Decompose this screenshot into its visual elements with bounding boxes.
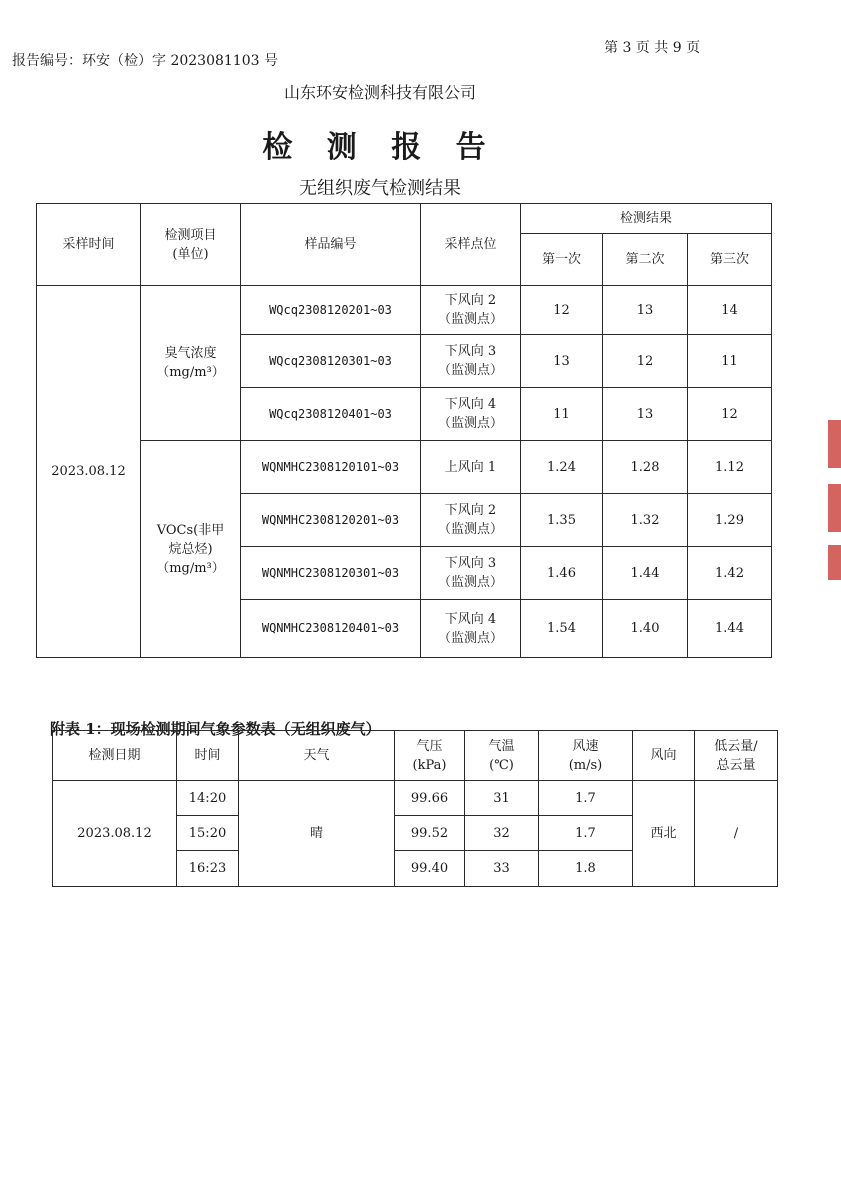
sample-no: WQNMHC2308120101~03 (241, 441, 421, 494)
header-sample-no: 样品编号 (241, 204, 421, 286)
result-first: 1.54 (521, 600, 603, 658)
item-vocs-label-cont: 烷总烃) (168, 541, 213, 557)
point-note: （监测点） (437, 416, 503, 431)
weather-pressure: 99.52 (395, 816, 465, 851)
company-name: 山东环安检测科技有限公司 (283, 83, 476, 102)
header-item (141, 204, 241, 286)
weather-wind-speed: 1.7 (539, 781, 633, 816)
table-header-row (53, 731, 778, 781)
sampling-point (421, 286, 521, 335)
item-vocs-label: VOCs(非甲 (156, 522, 225, 538)
weather-cloud: / (695, 781, 778, 887)
item-vocs-unit: （mg/m³） (156, 560, 225, 576)
header-sampling-time: 采样时间 (37, 204, 141, 286)
header-temp-unit: (℃) (489, 757, 514, 773)
sample-no: WQNMHC2308120401~03 (241, 600, 421, 658)
table-row (37, 441, 772, 494)
result-third: 11 (688, 335, 772, 388)
result-third: 14 (688, 286, 772, 335)
table-subtitle: 无组织废气检测结果 (299, 178, 461, 199)
header-item-label: 检测项目 (164, 227, 217, 243)
header-item-unit: (单位) (172, 246, 209, 262)
point-label: 下风向 2 (444, 503, 497, 518)
point-label: 下风向 4 (444, 611, 497, 627)
point-note: （监测点） (437, 522, 503, 537)
weather-time: 16:23 (177, 851, 239, 887)
weather-time: 14:20 (177, 781, 239, 816)
header-date: 检测日期 (53, 731, 177, 781)
weather-wind-speed: 1.8 (539, 851, 633, 887)
header-temp-label: 气温 (488, 738, 515, 754)
header-wind-speed (539, 731, 633, 781)
result-first: 13 (521, 335, 603, 388)
point-note: （监测点） (437, 312, 503, 327)
sampling-point (421, 547, 521, 600)
appendix-title: 附表 1：现场检测期间气象参数表（无组织废气） (50, 720, 381, 738)
table-header-row (37, 204, 772, 234)
item-odor-unit: （mg/m³） (156, 365, 225, 380)
weather-pressure: 99.66 (395, 781, 465, 816)
weather-pressure: 99.40 (395, 851, 465, 887)
weather-temp: 31 (465, 781, 539, 816)
result-second: 1.44 (603, 547, 688, 600)
point-label: 下风向 3 (444, 344, 497, 359)
point-label: 下风向 4 (444, 397, 497, 412)
result-third: 1.44 (688, 600, 772, 658)
header-pressure (395, 731, 465, 781)
result-third: 1.12 (688, 441, 772, 494)
result-second: 1.32 (603, 494, 688, 547)
seal-stamp-edge (828, 420, 841, 580)
result-third: 1.42 (688, 547, 772, 600)
table-row (37, 286, 772, 335)
header-pressure-unit: (kPa) (412, 757, 447, 773)
emission-results-table (36, 203, 772, 658)
point-label: 下风向 3 (444, 556, 497, 571)
sample-no: WQcq2308120401~03 (241, 388, 421, 441)
sampling-point (421, 335, 521, 388)
table-row (53, 781, 778, 816)
header-wind-speed-unit: (m/s) (568, 757, 603, 773)
result-second: 13 (603, 388, 688, 441)
weather-time: 15:20 (177, 816, 239, 851)
weather-date: 2023.08.12 (53, 781, 177, 887)
point-label: 下风向 2 (444, 293, 497, 308)
item-odor (141, 286, 241, 441)
result-first: 12 (521, 286, 603, 335)
result-third: 1.29 (688, 494, 772, 547)
result-second: 1.40 (603, 600, 688, 658)
sampling-point (421, 600, 521, 658)
weather-parameters-table (52, 730, 778, 887)
result-second: 13 (603, 286, 688, 335)
weather-wind-speed: 1.7 (539, 816, 633, 851)
sampling-point (421, 494, 521, 547)
report-number: 报告编号：环安（检）字 2023081103 号 (12, 53, 278, 69)
header-pressure-label: 气压 (416, 738, 443, 754)
header-third: 第三次 (688, 234, 772, 286)
weather-wind-dir: 西北 (633, 781, 695, 887)
point-note: （监测点） (437, 363, 503, 378)
point-note: （监测点） (437, 575, 503, 590)
header-cloud-label: 低云量/ (714, 738, 758, 754)
header-results: 检测结果 (521, 204, 772, 234)
header-temp (465, 731, 539, 781)
result-first: 11 (521, 388, 603, 441)
result-third: 12 (688, 388, 772, 441)
header-wind-dir: 风向 (633, 731, 695, 781)
header-wind-speed-label: 风速 (572, 738, 599, 754)
result-first: 1.46 (521, 547, 603, 600)
sampling-point (421, 441, 521, 494)
sample-no: WQNMHC2308120201~03 (241, 494, 421, 547)
header-cloud-label-cont: 总云量 (716, 757, 756, 773)
sample-no: WQcq2308120201~03 (241, 286, 421, 335)
result-first: 1.35 (521, 494, 603, 547)
point-label: 上风向 1 (444, 459, 497, 475)
header-second: 第二次 (603, 234, 688, 286)
sample-no: WQNMHC2308120301~03 (241, 547, 421, 600)
weather-temp: 33 (465, 851, 539, 887)
item-odor-label: 臭气浓度 (164, 346, 217, 361)
sampling-date: 2023.08.12 (37, 286, 141, 658)
weather-temp: 32 (465, 816, 539, 851)
page-info: 第 3 页 共 9 页 (604, 40, 701, 56)
header-time: 时间 (177, 731, 239, 781)
report-title: 检 测 报 告 (262, 130, 498, 165)
item-vocs (141, 441, 241, 658)
result-first: 1.24 (521, 441, 603, 494)
weather-condition: 晴 (239, 781, 395, 887)
sample-no: WQcq2308120301~03 (241, 335, 421, 388)
sampling-point (421, 388, 521, 441)
point-note: （监测点） (437, 630, 503, 646)
header-point: 采样点位 (421, 204, 521, 286)
header-cloud (695, 731, 778, 781)
result-second: 12 (603, 335, 688, 388)
result-second: 1.28 (603, 441, 688, 494)
header-weather: 天气 (239, 731, 395, 781)
header-first: 第一次 (521, 234, 603, 286)
